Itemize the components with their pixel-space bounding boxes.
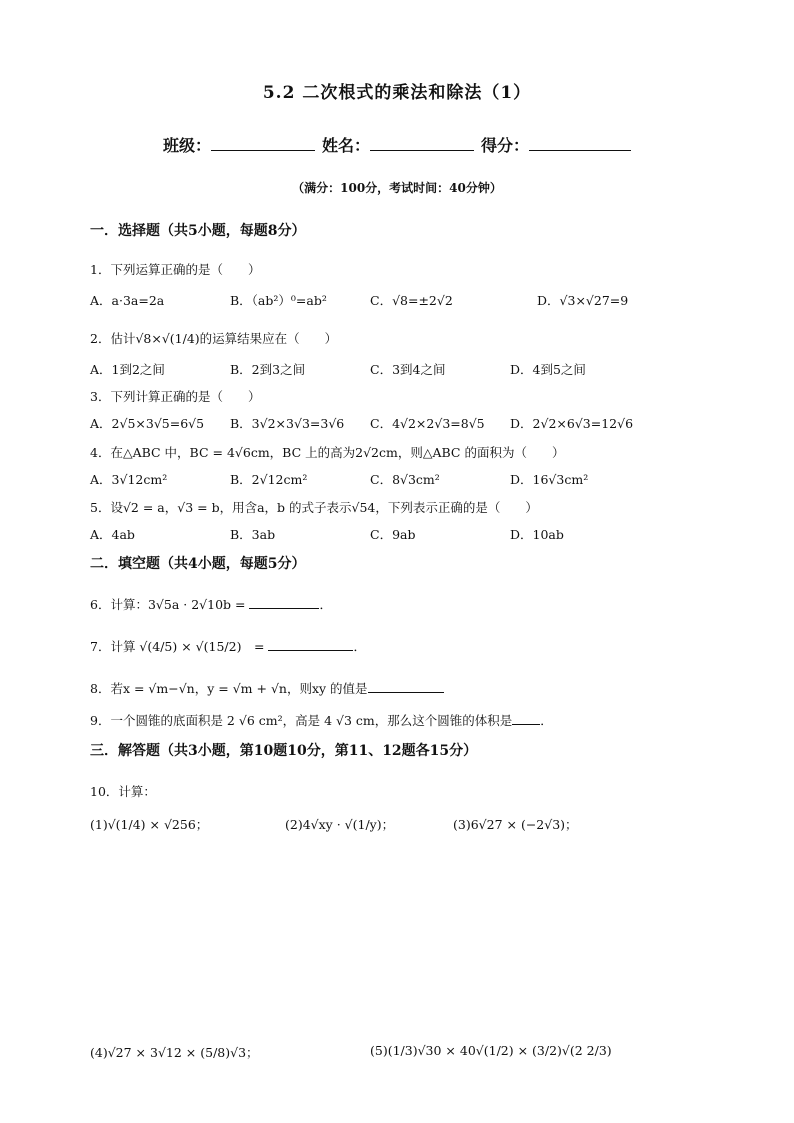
q2-option-c[interactable]: C．3到4之间 — [370, 362, 446, 377]
q2-option-a[interactable]: A．1到2之间 — [90, 362, 165, 377]
q3-option-a[interactable]: A．2√5×3√5=6√5 — [90, 416, 205, 431]
q2-option-b[interactable]: B．2到3之间 — [230, 362, 306, 377]
q4-option-a[interactable]: A．3√12cm² — [90, 472, 168, 487]
q2-stem: 2．估计√8×√(1/4)的运算结果应在（ ） — [90, 331, 338, 346]
name-blank[interactable] — [370, 134, 474, 151]
q9-stem: 9．一个圆锥的底面积是 2 √6 cm²，高是 4 √3 cm，那么这个圆锥的体积是 — [90, 713, 513, 728]
name-label: 姓名： — [322, 136, 371, 155]
q7-answer-blank[interactable] — [268, 638, 353, 651]
section-choice: 一．选择题（共5小题，每题8分） — [90, 223, 306, 239]
q9 — [90, 711, 553, 729]
q4-stem: 4．在△ABC 中，BC = 4√6cm，BC 上的高为2√2cm，则△ABC 的面积为（ ） — [90, 445, 565, 460]
q4-option-b[interactable]: B．2√12cm² — [230, 472, 308, 487]
q3-option-c[interactable]: C．4√2×2√3=8√5 — [370, 416, 485, 431]
q7 — [90, 637, 366, 655]
name-field — [322, 133, 474, 156]
q6-stem: 6．计算：3√5a · 2√10b = — [90, 597, 246, 612]
q3-stem: 3．下列计算正确的是（ ） — [90, 389, 261, 404]
q4-option-c[interactable]: C．8√3cm² — [370, 472, 440, 487]
q5-option-a[interactable]: A．4ab — [90, 527, 135, 542]
class-label: 班级： — [163, 136, 212, 155]
q6-answer-blank[interactable] — [249, 596, 319, 609]
score-blank[interactable] — [529, 134, 631, 151]
q7-stem: 7．计算 √(4/5) × √(15/2) = — [90, 639, 265, 654]
q2-option-d[interactable]: D．4到5之间 — [510, 362, 586, 377]
q4-option-d[interactable]: D．16√3cm² — [510, 472, 589, 487]
q3-option-d[interactable]: D．2√2×6√3=12√6 — [510, 416, 634, 431]
score-label: 得分： — [481, 136, 530, 155]
section-fill: 二．填空题（共4小题，每题5分） — [90, 556, 306, 572]
q10-part-5: (5)(1/3)√30 × 40√(1/2) × (3/2)√(2 2/3) — [370, 1043, 612, 1058]
q3-option-b[interactable]: B．3√2×3√3=3√6 — [230, 416, 345, 431]
q8-stem: 8．若x = √m−√n，y = √m + √n，则xy 的值是 — [90, 681, 368, 696]
class-field — [163, 133, 315, 156]
q5-option-c[interactable]: C．9ab — [370, 527, 416, 542]
q10-stem: 10．计算： — [90, 784, 156, 799]
q1-option-a[interactable]: A．a·3a=2a — [90, 293, 165, 308]
q7-end: ． — [353, 639, 366, 654]
q10-part-4: (4)√27 × 3√12 × (5/8)√3； — [90, 1045, 259, 1060]
score-field — [481, 133, 631, 156]
q1-option-b[interactable]: B．（ab²）⁰=ab² — [230, 293, 327, 308]
q6-end: ． — [319, 597, 332, 612]
q8 — [90, 679, 444, 697]
q9-answer-blank[interactable] — [512, 712, 540, 725]
q6 — [90, 595, 332, 613]
page-title: 5.2 二次根式的乘法和除法（1） — [262, 83, 532, 103]
q8-answer-blank[interactable] — [368, 680, 444, 693]
q10-part-1: (1)√(1/4) × √256； — [90, 817, 209, 832]
q5-option-d[interactable]: D．10ab — [510, 527, 564, 542]
q10-part-3: (3)6√27 × (−2√3)； — [453, 817, 578, 832]
q5-option-b[interactable]: B．3ab — [230, 527, 276, 542]
exam-note: （满分：100分，考试时间：40分钟） — [292, 181, 502, 195]
q1-stem: 1．下列运算正确的是（ ） — [90, 262, 261, 277]
q9-end: ． — [540, 713, 553, 728]
q5-stem: 5．设√2 = a，√3 = b，用含a，b 的式子表示√54，下列表示正确的是（ ） — [90, 500, 538, 515]
section-solve: 三．解答题（共3小题，第10题10分，第11、12题各15分） — [90, 743, 478, 759]
q1-option-d[interactable]: D．√3×√27=9 — [537, 293, 629, 308]
q10-part-2: (2)4√xy · √(1/y)； — [285, 817, 395, 832]
q1-option-c[interactable]: C．√8=±2√2 — [370, 293, 453, 308]
class-blank[interactable] — [211, 134, 315, 151]
